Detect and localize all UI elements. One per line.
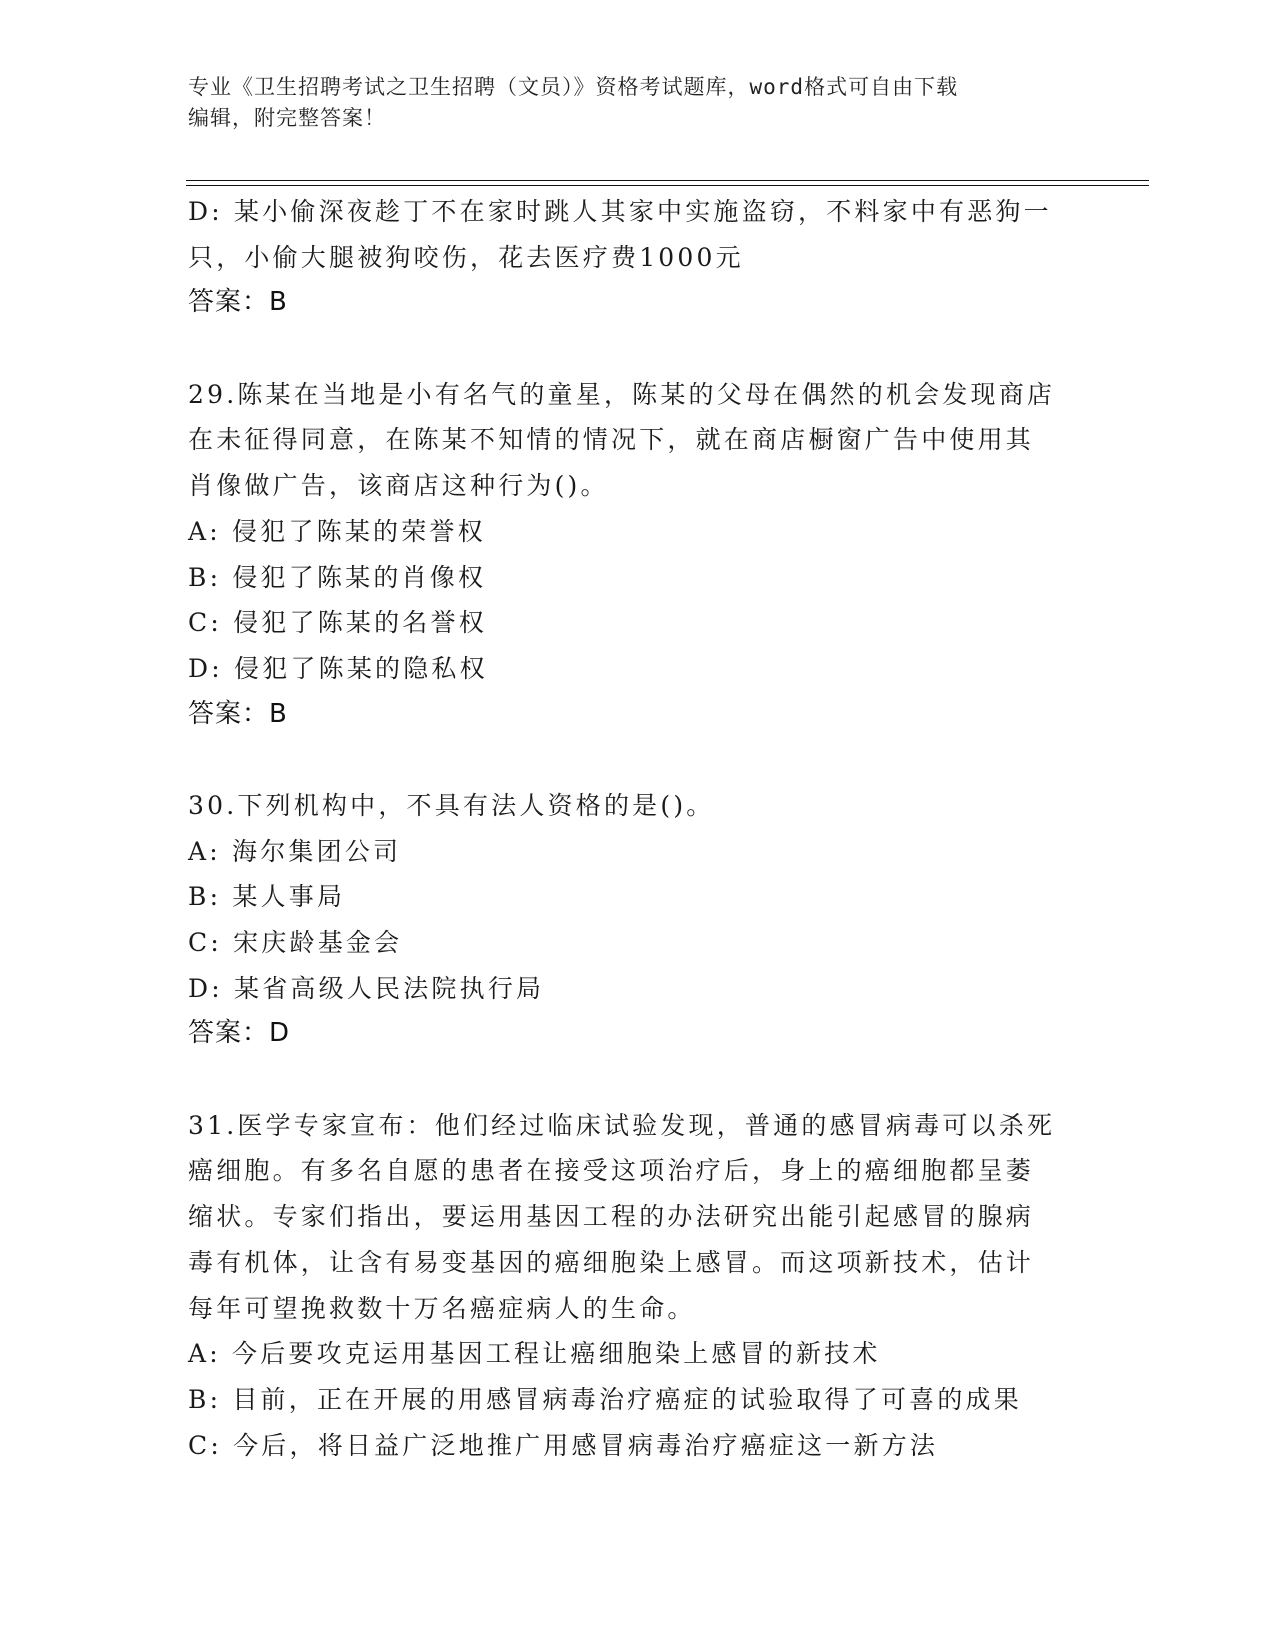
q30-answer: 答案：D [188,1018,291,1049]
q30-stem-line-1: 30.下列机构中，不具有法人资格的是()。 [188,790,715,820]
header-rule-top [186,180,1149,181]
header-rule-bottom [186,185,1149,186]
q30-option-d: D: 某省高级人民法院执行局 [188,973,545,1003]
q29-option-c: C: 侵犯了陈某的名誉权 [188,608,487,638]
document-header [188,72,1068,134]
spacer [188,1057,1088,1103]
question-content [188,189,1088,1468]
q30-option-a: A: 海尔集团公司 [188,836,402,866]
q30-option-b: B: 某人事局 [188,882,346,912]
q31-stem-line-4: 毒有机体，让含有易变基因的癌细胞染上感冒。而这项新技术，估计 [188,1247,1035,1277]
spacer [188,737,1088,783]
q29-answer: 答案：B [188,698,288,729]
q30-option-c: C: 宋庆龄基金会 [188,928,403,957]
q31-stem-line-5: 每年可望挽救数十万名癌症病人的生命。 [188,1293,696,1323]
q31-stem-line-1: 31.医学专家宣布：他们经过临床试验发现，普通的感冒病毒可以杀死 [188,1110,1056,1140]
q31-stem-line-3: 缩状。专家们指出，要运用基因工程的办法研究出能引起感冒的腺病 [188,1202,1035,1232]
q31-option-a: A: 今后要攻克运用基因工程让癌细胞染上感冒的新技术 [188,1339,881,1369]
question-30 [188,783,1088,1057]
q29-option-a: A: 侵犯了陈某的荣誉权 [188,516,486,546]
q31-option-b: B: 目前，正在开展的用感冒病毒治疗癌症的试验取得了可喜的成果 [188,1384,1022,1414]
q29-stem-line-2: 在未征得同意，在陈某不知情的情况下，就在商店橱窗广告中使用其 [188,425,1035,455]
header-line-1: 专业《卫生招聘考试之卫生招聘（文员）》资格考试题库，word格式可自由下载 [188,75,959,99]
question-31 [188,1103,1088,1469]
header-line-2: 编辑，附完整答案！ [188,106,386,130]
spacer [188,326,1088,372]
q29-option-d: D: 侵犯了陈某的隐私权 [188,653,488,683]
q29-stem-line-1: 29.陈某在当地是小有名气的童星，陈某的父母在偶然的机会发现商店 [188,379,1056,409]
q31-stem-line-2: 癌细胞。有多名自愿的患者在接受这项治疗后，身上的癌细胞都呈萎 [188,1156,1035,1186]
q29-option-b: B: 侵犯了陈某的肖像权 [188,562,487,592]
q28-option-d-line-2: 只，小偷大腿被狗咬伤，花去医疗费1000元 [188,242,744,272]
q31-option-c: C: 今后，将日益广泛地推广用感冒病毒治疗癌症这一新方法 [188,1430,939,1460]
q28-answer: 答案：B [188,287,288,318]
question-29 [188,372,1088,738]
question-28 [188,189,1088,326]
q29-stem-line-3: 肖像做广告，该商店这种行为()。 [188,471,609,501]
q28-option-d-line-1: D: 某小偷深夜趁丁不在家时跳人其家中实施盗窃，不料家中有恶狗一 [188,197,1052,226]
